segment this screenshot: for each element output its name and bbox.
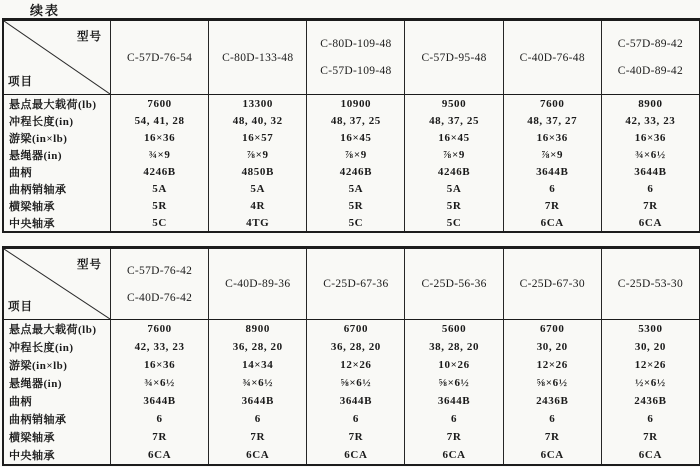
row-label: 曲柄 <box>9 396 32 408</box>
model-header <box>306 21 404 95</box>
cell-value: ⅞×9 <box>306 146 404 163</box>
cell-value: 30, 20 <box>601 338 699 356</box>
cell-value: 7R <box>110 428 208 446</box>
cell-value: 7R <box>601 428 699 446</box>
model-name: C-40D-76-48 <box>519 51 585 64</box>
cell-value: 48, 40, 32 <box>208 112 306 129</box>
cell-value: ⅞×9 <box>404 146 502 163</box>
cell-value: 7R <box>503 428 601 446</box>
model-name: C-25D-67-36 <box>323 278 389 290</box>
continued-table-label: 续表 <box>30 3 61 18</box>
model-name: C-57D-76-54 <box>126 51 193 64</box>
cell-value: 3644B <box>404 392 502 410</box>
lower-spec-table <box>2 246 700 466</box>
cell-value: 6 <box>306 410 404 428</box>
cell-value: 13300 <box>208 95 306 112</box>
cell-value: 6CA <box>110 446 208 464</box>
cell-value: 6 <box>503 410 601 428</box>
cell-value: 6 <box>503 180 601 197</box>
cell-value: ⅝×6½ <box>306 374 404 392</box>
cell-value: 9500 <box>404 95 502 112</box>
model-header <box>208 21 306 95</box>
cell-value: 48, 37, 25 <box>306 112 404 129</box>
cell-value: ⅝×6½ <box>404 374 502 392</box>
cell-value: 3644B <box>503 163 601 180</box>
model-header <box>404 21 502 95</box>
model-header <box>306 249 404 320</box>
cell-value: 36, 28, 20 <box>306 338 404 356</box>
model-header <box>503 249 601 320</box>
cell-value: ¾×9 <box>110 146 208 163</box>
cell-value: 16×45 <box>306 129 404 146</box>
cell-value: 6 <box>601 410 699 428</box>
cell-value: 7600 <box>503 95 601 112</box>
model-name: C-25D-53-30 <box>617 278 684 290</box>
cell-value: 12×26 <box>503 356 601 374</box>
cell-value: 5600 <box>404 320 502 338</box>
model-name: C-57D-109-48 <box>320 65 392 77</box>
row-label: 中央轴承 <box>9 450 55 462</box>
cell-value: 48, 37, 25 <box>404 112 502 129</box>
cell-value: 7600 <box>110 320 208 338</box>
row-label: 曲柄销轴承 <box>9 183 67 196</box>
cell-value: 6CA <box>404 446 502 464</box>
cell-value: ⅞×9 <box>208 146 306 163</box>
cell-value: 42, 33, 23 <box>110 338 208 356</box>
cell-value: 6700 <box>306 320 404 338</box>
cell-value: 6CA <box>503 446 601 464</box>
row-label: 曲柄销轴承 <box>9 414 67 426</box>
cell-value: ¾×6½ <box>110 374 208 392</box>
row-label: 悬点最大载荷(lb) <box>9 324 97 336</box>
cell-value: 5C <box>404 214 502 231</box>
cell-value: 3644B <box>208 392 306 410</box>
cell-value: 10×26 <box>404 356 502 374</box>
cell-value: 5A <box>110 180 208 197</box>
cell-value: 6700 <box>503 320 601 338</box>
cell-value: 6 <box>110 410 208 428</box>
cell-value: 12×26 <box>306 356 404 374</box>
row-label: 悬绳器(in) <box>9 149 62 162</box>
model-name: C-80D-109-48 <box>320 38 392 50</box>
cell-value: 3644B <box>110 392 208 410</box>
cell-value: 5A <box>404 180 502 197</box>
cell-value: 5R <box>306 197 404 214</box>
cell-value: 16×36 <box>110 356 208 374</box>
cell-value: ⅝×6½ <box>503 374 601 392</box>
cell-value: 4850B <box>208 163 306 180</box>
corner-header-cell <box>4 249 110 320</box>
cell-value: 5C <box>110 214 208 231</box>
cell-value: 7R <box>601 197 699 214</box>
cell-value: 12×26 <box>601 356 699 374</box>
row-label: 曲柄 <box>9 166 32 179</box>
cell-value: 6CA <box>503 214 601 231</box>
cell-value: 7R <box>404 428 502 446</box>
cell-value: 48, 37, 27 <box>503 112 601 129</box>
cell-value: 10900 <box>306 95 404 112</box>
corner-header-cell <box>4 21 110 95</box>
row-label: 冲程长度(in) <box>9 342 74 354</box>
cell-value: 54, 41, 28 <box>110 112 208 129</box>
model-header <box>208 249 306 320</box>
model-header <box>601 21 699 95</box>
model-header <box>110 249 208 320</box>
row-label: 游梁(in×lb) <box>9 360 68 372</box>
cell-value: 4TG <box>208 214 306 231</box>
cell-value: 16×45 <box>404 129 502 146</box>
cell-value: 16×36 <box>601 129 699 146</box>
cell-value: 42, 33, 23 <box>601 112 699 129</box>
cell-value: 38, 28, 20 <box>404 338 502 356</box>
cell-value: 7R <box>306 428 404 446</box>
cell-value: 4246B <box>110 163 208 180</box>
row-label: 悬绳器(in) <box>9 378 62 390</box>
cell-value: 16×36 <box>503 129 601 146</box>
model-axis-label: 型号 <box>77 31 102 43</box>
cell-value: ¾×6½ <box>601 146 699 163</box>
model-name: C-57D-89-42 <box>617 38 684 50</box>
model-axis-label: 型号 <box>77 259 102 271</box>
row-label: 游梁(in×lb) <box>9 132 68 145</box>
cell-value: 4246B <box>404 163 502 180</box>
cell-value: 6CA <box>306 446 404 464</box>
model-name: C-25D-56-36 <box>421 278 487 290</box>
cell-value: 6 <box>601 180 699 197</box>
row-label: 冲程长度(in) <box>9 115 74 128</box>
item-axis-label: 项目 <box>8 301 33 313</box>
cell-value: 3644B <box>601 163 699 180</box>
item-axis-label: 项目 <box>8 76 33 88</box>
cell-value: 7R <box>208 428 306 446</box>
cell-value: 5R <box>110 197 208 214</box>
model-name: C-80D-133-48 <box>222 51 294 64</box>
cell-value: ⅞×9 <box>503 146 601 163</box>
model-name: C-57D-95-48 <box>421 51 487 64</box>
model-header <box>110 21 208 95</box>
cell-value: 3644B <box>306 392 404 410</box>
row-label: 中央轴承 <box>9 217 55 230</box>
cell-value: 16×36 <box>110 129 208 146</box>
row-label: 悬点最大载荷(lb) <box>9 98 97 111</box>
cell-value: 6 <box>208 410 306 428</box>
cell-value: 8900 <box>601 95 699 112</box>
model-name: C-40D-89-42 <box>617 65 684 77</box>
cell-value: 5R <box>404 197 502 214</box>
model-name: C-57D-76-42 <box>126 264 193 277</box>
cell-value: 4R <box>208 197 306 214</box>
cell-value: 6CA <box>601 214 699 231</box>
cell-value: 5300 <box>601 320 699 338</box>
cell-value: 5A <box>306 180 404 197</box>
cell-value: ¾×6½ <box>208 374 306 392</box>
cell-value: 6CA <box>601 446 699 464</box>
model-name: C-40D-89-36 <box>225 278 291 290</box>
cell-value: 5C <box>306 214 404 231</box>
model-name: C-25D-67-30 <box>519 278 585 290</box>
cell-value: 14×34 <box>208 356 306 374</box>
cell-value: 8900 <box>208 320 306 338</box>
cell-value: 2436B <box>503 392 601 410</box>
cell-value: 6CA <box>208 446 306 464</box>
model-header <box>601 249 699 320</box>
row-label: 横梁轴承 <box>9 432 55 444</box>
cell-value: 36, 28, 20 <box>208 338 306 356</box>
cell-value: 30, 20 <box>503 338 601 356</box>
cell-value: ½×6½ <box>601 374 699 392</box>
cell-value: 4246B <box>306 163 404 180</box>
upper-spec-table <box>2 18 700 233</box>
cell-value: 7600 <box>110 95 208 112</box>
model-name: C-40D-76-42 <box>126 291 193 304</box>
cell-value: 16×57 <box>208 129 306 146</box>
row-label: 横梁轴承 <box>9 200 55 213</box>
cell-value: 7R <box>503 197 601 214</box>
model-header <box>404 249 502 320</box>
cell-value: 6 <box>404 410 502 428</box>
cell-value: 2436B <box>601 392 699 410</box>
model-header <box>503 21 601 95</box>
cell-value: 5A <box>208 180 306 197</box>
